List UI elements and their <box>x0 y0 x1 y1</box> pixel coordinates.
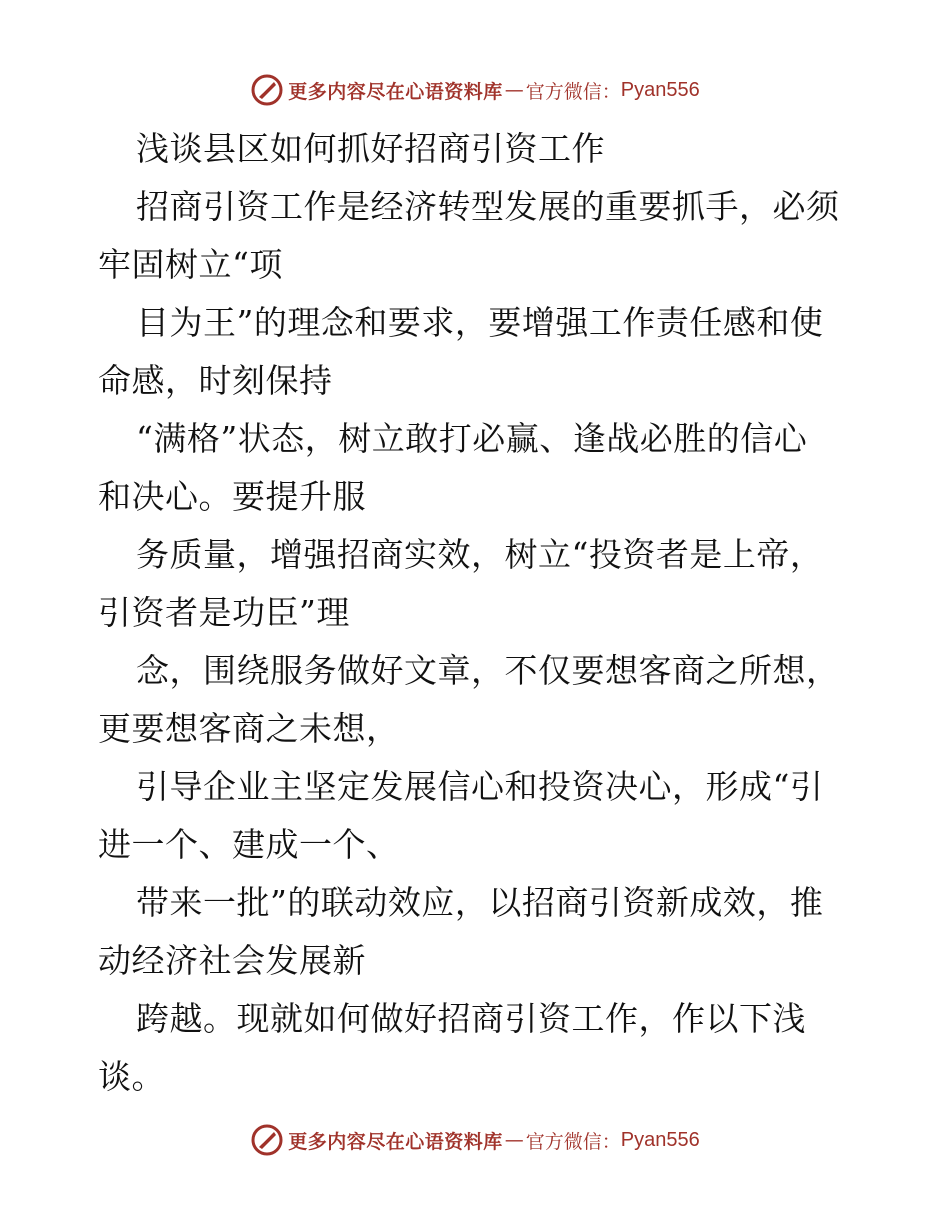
document-body <box>98 120 858 1106</box>
banner-separator: — <box>504 1129 524 1151</box>
paragraph-line: 命感，时刻保持 <box>98 361 333 400</box>
banner-text: 更多内容尽在心语资料库 <box>288 1130 503 1153</box>
banner-text: 更多内容尽在心语资料库 <box>288 80 503 103</box>
paragraph-line: 更要想客商之未想， <box>98 709 400 748</box>
paragraph-line: 谈。 <box>98 1057 165 1096</box>
paragraph-line: 引资者是功臣”理 <box>98 593 350 632</box>
banner-wechat-label: 官方微信： <box>525 80 621 103</box>
paragraph-line: 动经济社会发展新 <box>98 941 366 980</box>
paragraph-line: 目为王”的理念和要求，要增强工作责任感和使 <box>136 303 824 342</box>
quill-logo-icon <box>250 1123 284 1157</box>
quill-logo-icon <box>250 73 284 107</box>
paragraph-line: 牢固树立“项 <box>98 245 283 284</box>
header-banner <box>0 70 950 110</box>
paragraph-line: 带来一批”的联动效应，以招商引资新成效，推 <box>136 883 824 922</box>
paragraph-line: 跨越。现就如何做好招商引资工作，作以下浅 <box>136 999 806 1038</box>
paragraph-line: 引导企业主坚定发展信心和投资决心，形成“引 <box>136 767 824 806</box>
footer-banner <box>0 1120 950 1160</box>
paragraph-line: 务质量，增强招商实效，树立“投资者是上帝， <box>136 535 824 574</box>
paragraph-line: 招商引资工作是经济转型发展的重要抓手，必须 <box>136 187 840 226</box>
paragraph-line: “满格”状态，树立敢打必赢、逢战必胜的信心 <box>136 419 808 458</box>
paragraph-line: 进一个、建成一个、 <box>98 825 400 864</box>
paragraph-line: 念，围绕服务做好文章，不仅要想客商之所想， <box>136 651 840 690</box>
paragraph-line: 和决心。要提升服 <box>98 477 366 516</box>
document-title: 浅谈县区如何抓好招商引资工作 <box>136 129 605 168</box>
banner-wechat-id: Pyan556 <box>620 78 700 101</box>
banner-wechat-id: Pyan556 <box>620 1128 700 1151</box>
banner-wechat-label: 官方微信： <box>525 1130 621 1153</box>
banner-separator: — <box>504 79 524 101</box>
